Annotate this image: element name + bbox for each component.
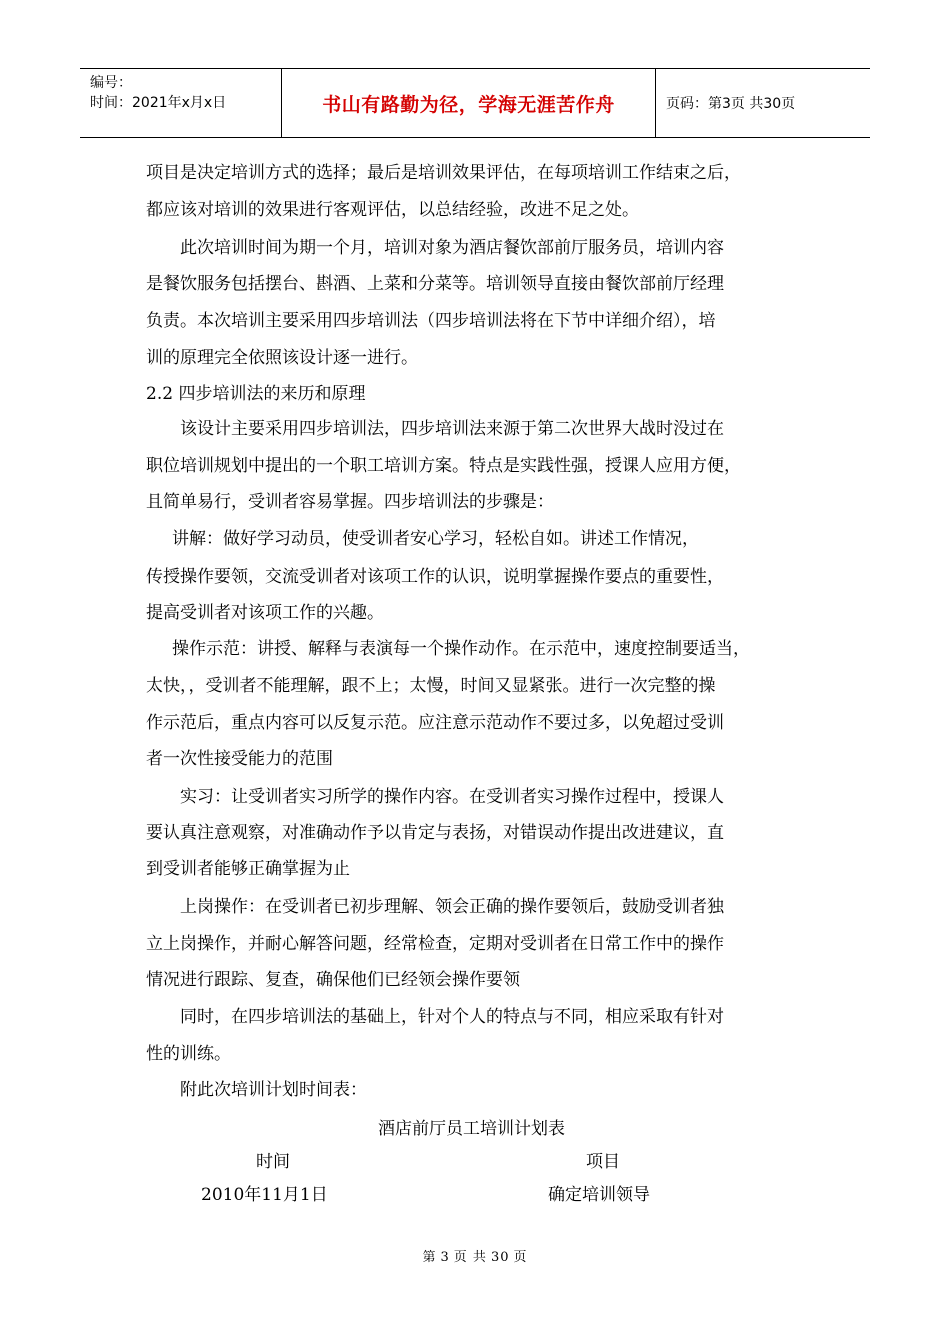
body-line: 讲解：做好学习动员，使受训者安心学习，轻松自如。讲述工作情况，	[172, 529, 699, 549]
body-line: 附此次培训计划时间表：	[180, 1080, 367, 1100]
body-line: 同时，在四步培训法的基础上，针对个人的特点与不同，相应采取有针对	[180, 1007, 724, 1027]
footer-mid: 页 共	[453, 1250, 487, 1265]
schedule-row-item: 确定培训领导	[548, 1185, 650, 1205]
body-line: 者一次性接受能力的范围	[146, 749, 333, 769]
body-line: 且简单易行，受训者容易掌握。四步培训法的步骤是：	[146, 492, 554, 512]
page-header	[80, 68, 870, 138]
schedule-col-item: 项目	[586, 1152, 620, 1172]
footer-prefix: 第	[422, 1250, 437, 1265]
body-line: 传授操作要领，交流受训者对该项工作的认识，说明掌握操作要点的重要性，	[146, 567, 724, 587]
body-line: 此次培训时间为期一个月，培训对象为酒店餐饮部前厅服务员，培训内容	[180, 238, 724, 258]
header-page-info: 页码：第3页 共30页	[666, 96, 796, 112]
body-line: 该设计主要采用四步培训法，四步培训法来源于第二次世界大战时没过在	[180, 419, 724, 439]
document-number-label: 编号：	[90, 75, 132, 91]
schedule-col-time: 时间	[256, 1152, 290, 1172]
section-heading: 2.2 四步培训法的来历和原理	[146, 384, 366, 404]
page-footer	[0, 1246, 950, 1265]
body-line: 是餐饮服务包括摆台、斟酒、上菜和分菜等。培训领导直接由餐饮部前厅经理	[146, 274, 724, 294]
body-line: 性的训练。	[146, 1044, 231, 1064]
header-left-cell	[80, 69, 282, 137]
schedule-row-time: 2010年11月1日	[201, 1185, 328, 1205]
body-line: 作示范后，重点内容可以反复示范。应注意示范动作不要过多，以免超过受训	[146, 713, 724, 733]
body-line: 立上岗操作，并耐心解答问题，经常检查，定期对受训者在日常工作中的操作	[146, 934, 724, 954]
body-line: 提高受训者对该项工作的兴趣。	[146, 603, 384, 623]
body-line: 训的原理完全依照该设计逐一进行。	[146, 348, 418, 368]
body-line: 负责。本次培训主要采用四步培训法（四步培训法将在下节中详细介绍），培	[146, 311, 716, 331]
body-line: 太快，，受训者不能理解，跟不上；太慢，时间又显紧张。进行一次完整的操	[146, 676, 716, 696]
body-line: 项目是决定培训方式的选择；最后是培训效果评估，在每项培训工作结束之后，	[146, 163, 741, 183]
body-line: 要认真注意观察，对准确动作予以肯定与表扬，对错误动作提出改进建议，直	[146, 823, 724, 843]
body-line: 实习：让受训者实习所学的操作内容。在受训者实习操作过程中，授课人	[180, 787, 724, 807]
body-line: 到受训者能够正确掌握为止	[146, 859, 350, 879]
header-motto: 书山有路勤为径，学海无涯苦作舟	[282, 69, 656, 137]
body-line: 职位培训规划中提出的一个职工培训方案。特点是实践性强，授课人应用方便，	[146, 456, 741, 476]
body-line: 上岗操作：在受训者已初步理解、领会正确的操作要领后，鼓励受训者独	[180, 897, 724, 917]
footer-page-number: 3	[440, 1250, 450, 1265]
footer-suffix: 页	[513, 1250, 528, 1265]
footer-total-pages: 30	[490, 1250, 510, 1265]
body-line: 操作示范：讲授、解释与表演每一个操作动作。在示范中，速度控制要适当，	[172, 639, 750, 659]
document-time-label: 时间：2021年x月x日	[90, 95, 227, 111]
body-line: 都应该对培训的效果进行客观评估，以总结经验，改进不足之处。	[146, 200, 639, 220]
schedule-title: 酒店前厅员工培训计划表	[378, 1119, 565, 1139]
body-line: 情况进行跟踪、复查，确保他们已经领会操作要领	[146, 970, 520, 990]
